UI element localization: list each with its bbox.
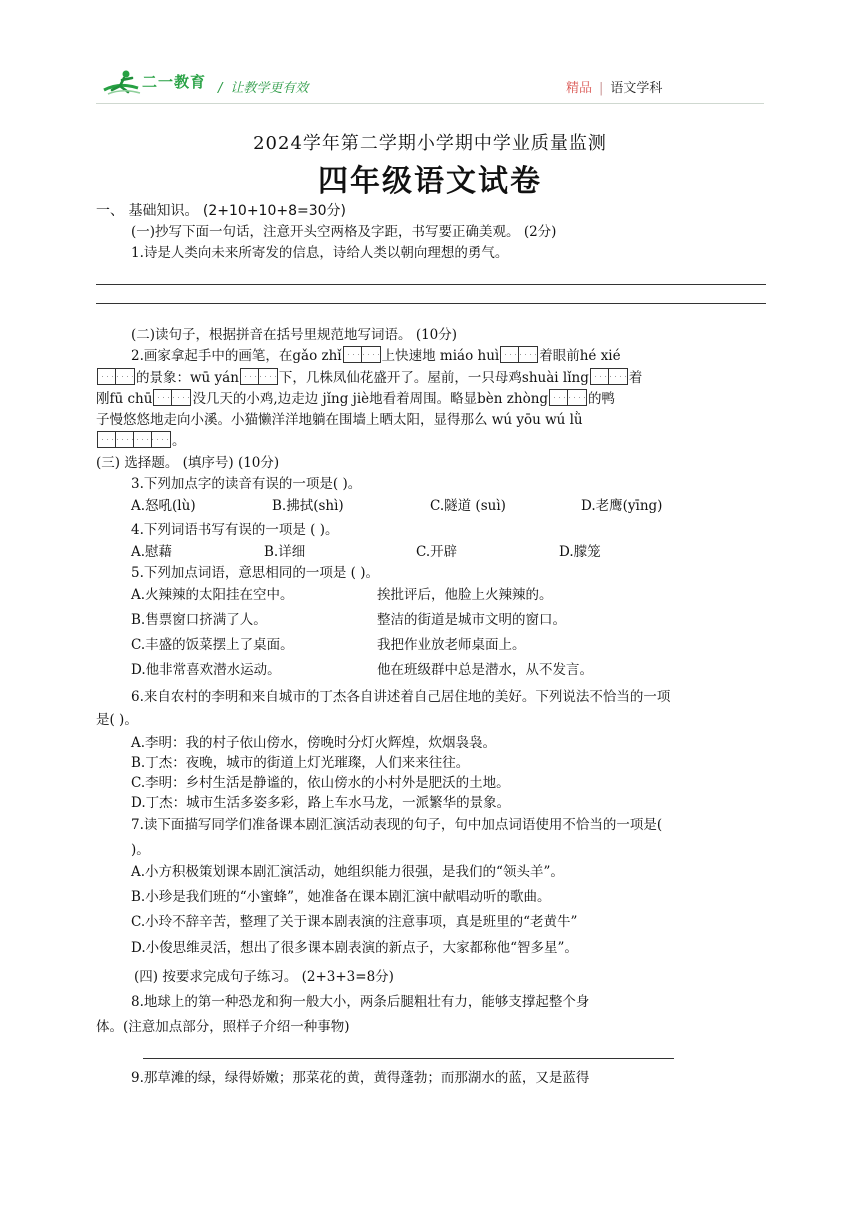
q6-option-a[interactable]: A.李明：我的村子依山傍水，傍晚时分灯火辉煌，炊烟袅袅。: [131, 735, 497, 751]
q5-option-b-pair: 整洁的街道是城市文明的窗口。: [377, 612, 566, 628]
answer-grid[interactable]: [500, 346, 538, 363]
q6-option-b[interactable]: B.丁杰：夜晚，城市的街道上灯光璀璨，人们来来往往。: [131, 755, 470, 771]
section-heading: 一、 基础知识。 (2+10+10+8=30分): [96, 203, 347, 219]
q5-option-a-pair: 挨批评后，他脸上火辣辣的。: [377, 587, 553, 603]
q5-option-c[interactable]: C.丰盛的饭菜摆上了桌面。: [131, 637, 294, 653]
header-tags: 精品 | 语文学科: [566, 81, 663, 96]
question-3: 3.下列加点字的读音有误的一项是( )。: [131, 476, 362, 492]
q7-option-b[interactable]: B.小珍是我们班的“小蜜蜂”，她准备在课本剧汇演中献唱动听的歌曲。: [131, 889, 551, 905]
q5-option-a[interactable]: A.火辣辣的太阳挂在空中。: [131, 587, 294, 603]
question-6: 6.来自农村的李明和来自城市的丁杰各自讲述着自己居住地的美好。下列说法不恰当的一项: [131, 689, 671, 705]
question-8: 8.地球上的第一种恐龙和狗一般大小，两条后腿粗壮有力，能够支撑起整个身: [131, 994, 590, 1010]
question-5: 5.下列加点词语，意思相同的一项是 ( )。: [131, 565, 379, 581]
question-2-line3: 刚fū chū 没几天的小鸡,边走边 jǐng jiè地看着周围。略显bèn zhòng 的鸭: [96, 391, 616, 407]
q3-option-d[interactable]: D.老鹰(yīng): [581, 498, 663, 514]
q5-option-b[interactable]: B.售票窗口挤满了人。: [131, 612, 267, 628]
question-4: 4.下列词语书写有误的一项是 ( )。: [131, 522, 339, 538]
question-1: 1.诗是人类向未来所寄发的信息，诗给人类以朝向理想的勇气。: [131, 245, 509, 261]
answer-grid[interactable]: [590, 368, 628, 385]
q3-option-a[interactable]: A.怒吼(lù): [131, 498, 196, 514]
part3-instruction: (三) 选择题。 (填序号) (10分): [96, 455, 280, 471]
question-2-line5: 。: [96, 431, 186, 451]
q3-option-b[interactable]: B.拂拭(shì): [272, 498, 344, 514]
answer-grid[interactable]: [97, 368, 135, 385]
q7-option-d[interactable]: D.小俊思维灵活，想出了很多课本剧表演的新点子，大家都称他“智多星”。: [131, 940, 578, 956]
tag-quality: 精品: [566, 81, 593, 96]
exam-title: 四年级语文试卷: [318, 164, 542, 199]
answer-line-1[interactable]: [96, 284, 766, 285]
header-divider: [96, 103, 764, 104]
question-6-cont: 是( )。: [96, 712, 138, 728]
slogan: / 让教学更有效: [218, 81, 309, 96]
part1-instruction: (一)抄写下面一句话，注意开头空两格及字距，书写要正确美观。 (2分): [131, 224, 557, 240]
exam-subtitle: 2024学年第二学期小学期中学业质量监测: [253, 133, 607, 154]
q4-option-d[interactable]: D.朦笼: [559, 544, 601, 560]
q5-option-d-pair: 他在班级群中总是潜水，从不发言。: [377, 662, 593, 678]
question-7-cont: )。: [131, 842, 150, 858]
question-2-line2: 的景象：wū yán 下，几株凤仙花盛开了。屋前，一只母鸡shuài lǐng 着: [96, 368, 642, 388]
question-9: 9.那草滩的绿，绿得娇嫩；那菜花的黄，黄得蓬勃；而那湖水的蓝，又是蓝得: [131, 1070, 590, 1086]
tag-subject: 语文学科: [610, 81, 663, 96]
answer-grid[interactable]: [153, 389, 191, 406]
question-7: 7.读下面描写同学们准备课本剧汇演活动表现的句子，句中加点词语使用不恰当的一项是(: [131, 817, 663, 833]
q5-option-d[interactable]: D.他非常喜欢潜水运动。: [131, 662, 281, 678]
answer-grid[interactable]: [97, 431, 171, 448]
answer-grid[interactable]: [343, 346, 381, 363]
answer-grid[interactable]: [240, 368, 278, 385]
question-8-cont: 体。(注意加点部分，照样子介绍一种事物): [96, 1019, 350, 1035]
part2-instruction: (二)读句子，根据拼音在括号里规范地写词语。 (10分): [131, 327, 458, 343]
answer-line-8[interactable]: [143, 1058, 674, 1059]
q4-option-c[interactable]: C.开辟: [416, 544, 458, 560]
q7-option-a[interactable]: A.小方积极策划课本剧汇演活动，她组织能力很强，是我们的“领头羊”。: [131, 864, 564, 880]
q3-option-c[interactable]: C.隧道 (suì): [430, 498, 506, 514]
page-header: [0, 0, 860, 110]
q4-option-b[interactable]: B.详细: [264, 544, 306, 560]
answer-grid[interactable]: [549, 389, 587, 406]
brand-name: 二一教育: [142, 73, 207, 91]
q4-option-a[interactable]: A.慰藉: [131, 544, 173, 560]
q6-option-d[interactable]: D.丁杰：城市生活多姿多彩，路上车水马龙，一派繁华的景象。: [131, 795, 511, 811]
q7-option-c[interactable]: C.小玲不辞辛苦，整理了关于课本剧表演的注意事项，真是班里的“老黄牛”: [131, 914, 578, 930]
answer-line-2[interactable]: [96, 303, 766, 304]
part4-instruction: (四) 按要求完成句子练习。 (2+3+3=8分): [134, 969, 394, 985]
q5-option-c-pair: 我把作业放老师桌面上。: [377, 637, 526, 653]
question-2-line4: 子慢悠悠地走向小溪。小猫懒洋洋地躺在围墙上晒太阳，显得那么 wú yōu wú lǜ: [96, 412, 583, 428]
q6-option-c[interactable]: C.李明：乡村生活是静谧的，依山傍水的小村外是肥沃的土地。: [131, 775, 510, 791]
question-2-line1: 2.画家拿起手中的画笔，在gǎo zhǐ 上快速地 miáo huì 着眼前hé xié: [131, 348, 621, 364]
